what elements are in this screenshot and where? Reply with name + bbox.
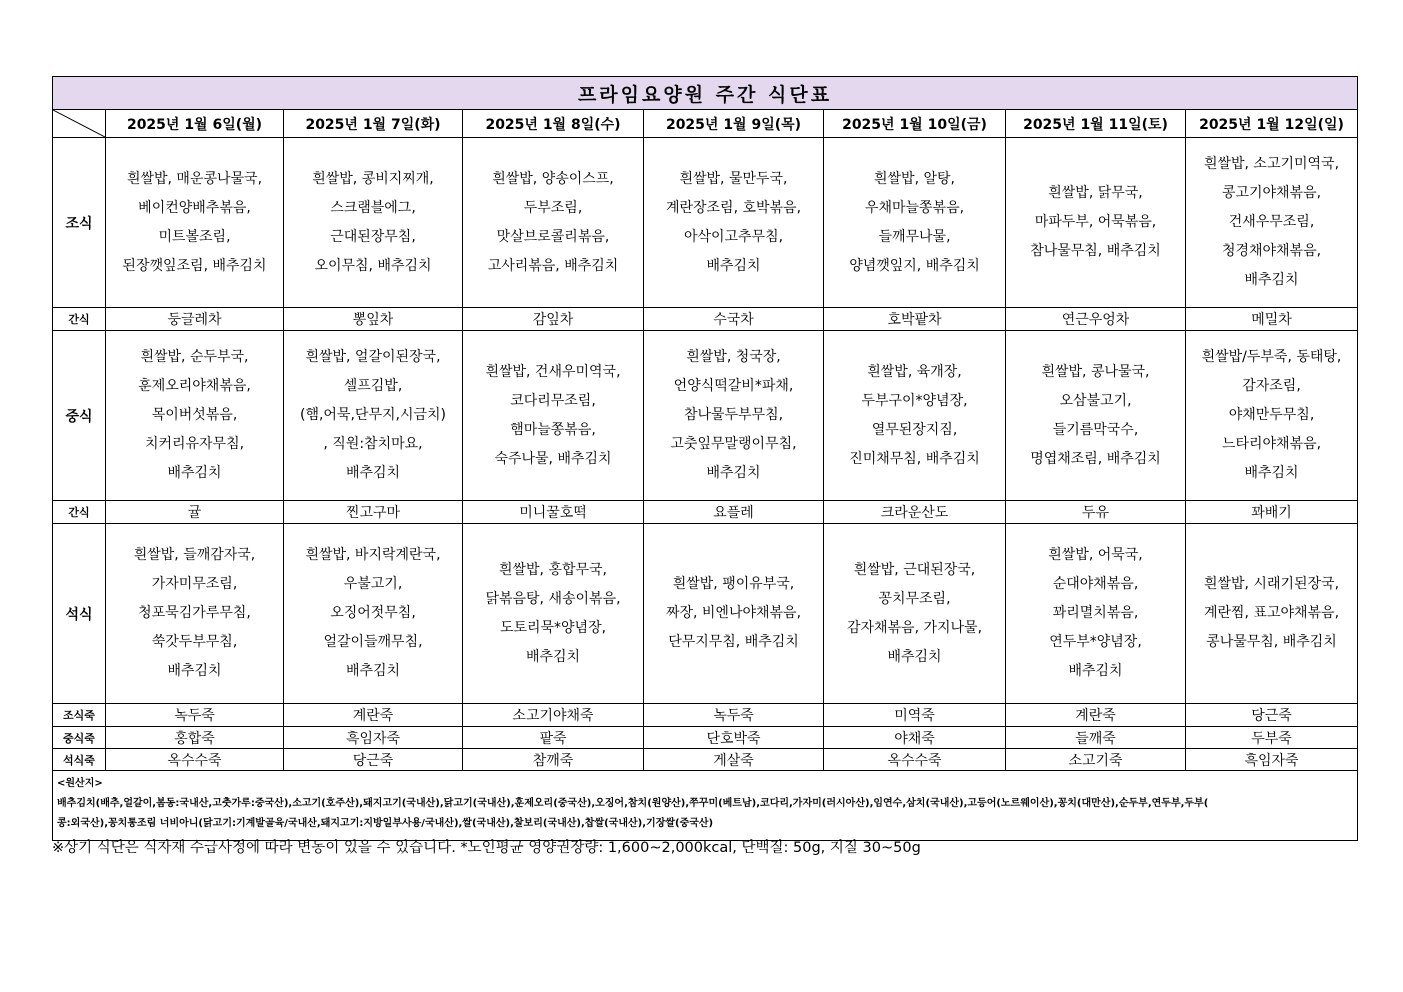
meal-cell: [284, 524, 463, 704]
origin-heading: <원산지>: [57, 778, 103, 789]
day-header: 2025년 1월 7일(화): [284, 110, 463, 138]
menu-line: 베이컨양배추볶음,: [138, 199, 251, 216]
menu-line: 흰쌀밥, 매운콩나물국,: [126, 170, 263, 187]
menu-line: 배추김치: [887, 648, 942, 665]
menu-row: [53, 524, 1358, 704]
porridge-cell: 흑임자죽: [1186, 749, 1358, 771]
menu-line: 청포묵김가루무침,: [138, 605, 251, 621]
snack-cell: 귤: [106, 501, 284, 524]
porridge-cell: 옥수수죽: [106, 749, 284, 771]
corner-diagonal-cell: [53, 110, 106, 138]
menu-row: [53, 308, 1358, 331]
menu-line: 스크램블에그,: [330, 199, 416, 216]
menu-line: 햄마늘쫑볶음,: [510, 421, 596, 438]
origin-line1: 배추김치(배추,얼갈이,봄동:국내산,고춧가루:중국산),소고기(호주산),돼지고기(국내산),닭고기(국내산),훈제오리(중국산),오징어,참치(원양산),쭈꾸미(베트남),코다리,가자미(러시아산),임연수,삼치(국내산),고등어(노르웨이산),꽁치(대만산),순두부,연두부,두부(: [57, 798, 1209, 809]
porridge-cell: 홍합죽: [106, 727, 284, 749]
meal-cell: [284, 138, 463, 308]
porridge-cell: 단호박죽: [644, 727, 824, 749]
menu-line: 배추김치: [525, 648, 581, 665]
menu-line: 배추김치: [345, 465, 401, 481]
menu-line: 배추김치: [706, 257, 761, 274]
row-label: 석식죽: [53, 749, 106, 771]
menu-line: 들기름막국수,: [1052, 421, 1139, 438]
menu-title: 프라임요양원 주간 식단표: [53, 77, 1358, 110]
snack-cell: 요플레: [644, 501, 824, 524]
menu-line: 야채만두무침,: [1228, 407, 1315, 423]
menu-line: 흰쌀밥, 양송이스프,: [492, 170, 614, 187]
meal-cell: [1006, 331, 1186, 501]
menu-line: 고춧잎무말랭이무침,: [670, 436, 797, 452]
menu-line: 된장깻잎조림, 배추김치: [122, 257, 267, 274]
snack-cell: 미니꿀호떡: [463, 501, 644, 524]
menu-line: 목이버섯볶음,: [151, 407, 238, 423]
day-header: 2025년 1월 8일(수): [463, 110, 644, 138]
porridge-cell: 흑임자죽: [284, 727, 463, 749]
menu-line: 흰쌀밥, 물만두국,: [679, 170, 788, 187]
menu-line: 느타리야채볶음,: [1221, 436, 1322, 452]
menu-line: 배추김치: [1068, 663, 1123, 679]
meal-cell: [1186, 331, 1358, 501]
row-label: 조식: [53, 138, 106, 308]
menu-line: 근대된장무침,: [330, 228, 416, 245]
porridge-cell: 미역죽: [824, 704, 1006, 727]
menu-line: 흰쌀밥, 청국장,: [686, 349, 781, 365]
menu-line: 흰쌀밥, 육개장,: [867, 363, 962, 380]
menu-line: 흰쌀밥, 근대된장국,: [853, 561, 976, 578]
menu-line: 배추김치: [345, 663, 401, 679]
snack-cell: 감잎차: [463, 308, 644, 331]
menu-line: 흰쌀밥, 얼갈이된장국,: [305, 349, 441, 365]
porridge-cell: 팥죽: [463, 727, 644, 749]
menu-line: 오삼불고기,: [1059, 392, 1132, 409]
weekly-menu-table: [52, 76, 1358, 841]
menu-line: 참나물두부무침,: [683, 407, 784, 423]
menu-line: 흰쌀밥, 콩비지찌개,: [312, 170, 434, 187]
snack-cell: 찐고구마: [284, 501, 463, 524]
snack-cell: 호박팥차: [824, 308, 1006, 331]
menu-line: 배추김치: [1244, 272, 1299, 288]
origin-info: [53, 771, 1358, 841]
porridge-cell: 야채죽: [824, 727, 1006, 749]
menu-line: 흰쌀밥, 들깨감자국,: [133, 547, 256, 563]
menu-line: 흰쌀밥, 건새우미역국,: [485, 363, 621, 380]
menu-line: 건새우무조림,: [1228, 214, 1315, 230]
menu-line: 흰쌀밥, 닭무국,: [1048, 185, 1143, 201]
menu-line: 양념깻잎지, 배추김치: [849, 257, 980, 274]
menu-line: 닭볶음탕, 새송이볶음,: [485, 590, 621, 607]
menu-line: 코다리무조림,: [510, 392, 596, 409]
menu-line: 흰쌀밥, 어묵국,: [1048, 547, 1143, 563]
menu-line: 맛살브로콜리볶음,: [496, 228, 610, 245]
menu-line: 도토리묵*양념장,: [499, 619, 607, 636]
day-header: 2025년 1월 6일(월): [106, 110, 284, 138]
menu-line: 마파두부, 어묵볶음,: [1034, 214, 1157, 230]
porridge-cell: 두부죽: [1186, 727, 1358, 749]
porridge-cell: 계란죽: [284, 704, 463, 727]
menu-line: 언양식떡갈비*파채,: [673, 378, 794, 394]
meal-cell: [463, 331, 644, 501]
snack-cell: 수국차: [644, 308, 824, 331]
meal-cell: [824, 138, 1006, 308]
menu-line: 흰쌀밥, 소고기미역국,: [1203, 156, 1340, 172]
menu-line: 오이무침, 배추김치: [314, 257, 432, 274]
row-label: 조식죽: [53, 704, 106, 727]
menu-line: 꽈리멸치볶음,: [1052, 605, 1139, 621]
menu-line: 숙주나물, 배추김치: [494, 450, 612, 467]
meal-cell: [824, 331, 1006, 501]
menu-line: 꽁치무조림,: [878, 590, 951, 607]
porridge-cell: 소고기죽: [1006, 749, 1186, 771]
menu-line: (햄,어묵,단무지,시금치): [300, 407, 446, 423]
menu-line: 셀프김밥,: [343, 378, 403, 394]
origin-line2: 콩:외국산),꽁치통조림 너비아니(닭고기:기계발골육/국내산,돼지고기:지방일부사용/국내산),쌀(국내산),찰보리(국내산),찹쌀(국내산),기장쌀(중국산): [57, 818, 714, 829]
meal-cell: [106, 138, 284, 308]
day-header: 2025년 1월 11일(토): [1006, 110, 1186, 138]
meal-cell: [1186, 524, 1358, 704]
snack-cell: 둥글레차: [106, 308, 284, 331]
meal-cell: [463, 138, 644, 308]
row-label: 중식: [53, 331, 106, 501]
menu-line: 배추김치: [167, 663, 222, 679]
meal-cell: [644, 524, 824, 704]
meal-cell: [1186, 138, 1358, 308]
snack-cell: 두유: [1006, 501, 1186, 524]
menu-line: 계란찜, 표고야채볶음,: [1203, 605, 1340, 621]
menu-row: [53, 138, 1358, 308]
porridge-cell: 참깨죽: [463, 749, 644, 771]
menu-line: 쑥갓두부무침,: [151, 634, 238, 650]
menu-line: 콩나물무침, 배추김치: [1206, 634, 1337, 650]
menu-line: 짜장, 비엔나야채볶음,: [665, 605, 802, 621]
menu-line: 청경채야채볶음,: [1221, 243, 1322, 259]
menu-row: [53, 749, 1358, 771]
snack-cell: 크라운산도: [824, 501, 1006, 524]
menu-line: 순대야채볶음,: [1052, 576, 1139, 592]
menu-line: 연두부*양념장,: [1049, 634, 1142, 650]
row-label: 간식: [53, 308, 106, 331]
day-header: 2025년 1월 10일(금): [824, 110, 1006, 138]
meal-cell: [644, 138, 824, 308]
menu-line: 진미채무침, 배추김치: [849, 450, 980, 467]
porridge-cell: 들깨죽: [1006, 727, 1186, 749]
menu-line: 흰쌀밥, 알탕,: [874, 170, 955, 187]
menu-line: 흰쌀밥/두부죽, 동태탕,: [1201, 349, 1342, 365]
menu-line: 열무된장지짐,: [871, 421, 958, 438]
menu-line: 고사리볶음, 배추김치: [487, 257, 619, 274]
porridge-cell: 당근죽: [284, 749, 463, 771]
menu-line: 가자미무조림,: [151, 576, 238, 592]
diagonal-line: [53, 110, 105, 137]
meal-cell: [824, 524, 1006, 704]
footnote: ※상기 식단은 식자재 수급사정에 따라 변동이 있을 수 있습니다. *노인평균 영양권장량: 1,600~2,000kcal, 단백질: 50g, 지질 30~50g: [52, 840, 921, 856]
menu-line: 명엽채조림, 배추김치: [1030, 450, 1161, 467]
porridge-cell: 녹두죽: [644, 704, 824, 727]
porridge-cell: 계란죽: [1006, 704, 1186, 727]
menu-line: 우불고기,: [343, 576, 403, 592]
snack-cell: 연근우엉차: [1006, 308, 1186, 331]
meal-cell: [106, 331, 284, 501]
menu-row: [53, 704, 1358, 727]
meal-cell: [284, 331, 463, 501]
menu-line: 훈제오리야채볶음,: [138, 378, 251, 394]
meal-cell: [1006, 138, 1186, 308]
menu-row: [53, 501, 1358, 524]
menu-line: 감자조림,: [1242, 378, 1301, 394]
menu-line: 오징어젓무침,: [330, 605, 416, 621]
meal-cell: [644, 331, 824, 501]
row-label: 간식: [53, 501, 106, 524]
snack-cell: 메밀차: [1186, 308, 1358, 331]
menu-line: 콩고기야채볶음,: [1221, 185, 1322, 201]
menu-line: 단무지무침, 배추김치: [668, 634, 799, 650]
day-header: 2025년 1월 12일(일): [1186, 110, 1358, 138]
menu-line: 배추김치: [167, 465, 222, 481]
row-label: 석식: [53, 524, 106, 704]
menu-line: 우채마늘쫑볶음,: [864, 199, 965, 216]
menu-line: 흰쌀밥, 홍합무국,: [498, 561, 608, 578]
menu-line: 흰쌀밥, 팽이유부국,: [672, 576, 795, 592]
porridge-cell: 소고기야채죽: [463, 704, 644, 727]
menu-line: 들깨무나물,: [878, 228, 951, 245]
menu-line: 얼갈이들깨무침,: [323, 634, 423, 650]
porridge-cell: 게살죽: [644, 749, 824, 771]
menu-line: 감자채볶음, 가지나물,: [846, 619, 983, 636]
menu-line: 흰쌀밥, 순두부국,: [140, 349, 249, 365]
row-label: 중식죽: [53, 727, 106, 749]
menu-line: 두부조림,: [523, 199, 583, 216]
meal-cell: [1006, 524, 1186, 704]
menu-line: 배추김치: [706, 465, 761, 481]
snack-cell: 뽕잎차: [284, 308, 463, 331]
menu-line: 아삭이고추무침,: [683, 228, 784, 245]
meal-cell: [106, 524, 284, 704]
menu-line: 흰쌀밥, 시래기된장국,: [1203, 576, 1340, 592]
menu-line: , 직원:참치마요,: [323, 436, 423, 452]
menu-line: 두부구이*양념장,: [861, 392, 968, 409]
porridge-cell: 녹두죽: [106, 704, 284, 727]
menu-line: 치커리유자무침,: [144, 436, 245, 452]
menu-line: 배추김치: [1244, 465, 1299, 481]
porridge-cell: 당근죽: [1186, 704, 1358, 727]
menu-line: 참나물무침, 배추김치: [1030, 243, 1161, 259]
meal-cell: [463, 524, 644, 704]
menu-line: 흰쌀밥, 바지락계란국,: [305, 547, 441, 563]
porridge-cell: 옥수수죽: [824, 749, 1006, 771]
menu-line: 흰쌀밥, 콩나물국,: [1041, 363, 1150, 380]
menu-line: 미트볼조림,: [158, 228, 231, 245]
menu-line: 계란장조림, 호박볶음,: [665, 199, 802, 216]
day-header: 2025년 1월 9일(목): [644, 110, 824, 138]
menu-row: [53, 727, 1358, 749]
menu-row: [53, 331, 1358, 501]
snack-cell: 꽈배기: [1186, 501, 1358, 524]
